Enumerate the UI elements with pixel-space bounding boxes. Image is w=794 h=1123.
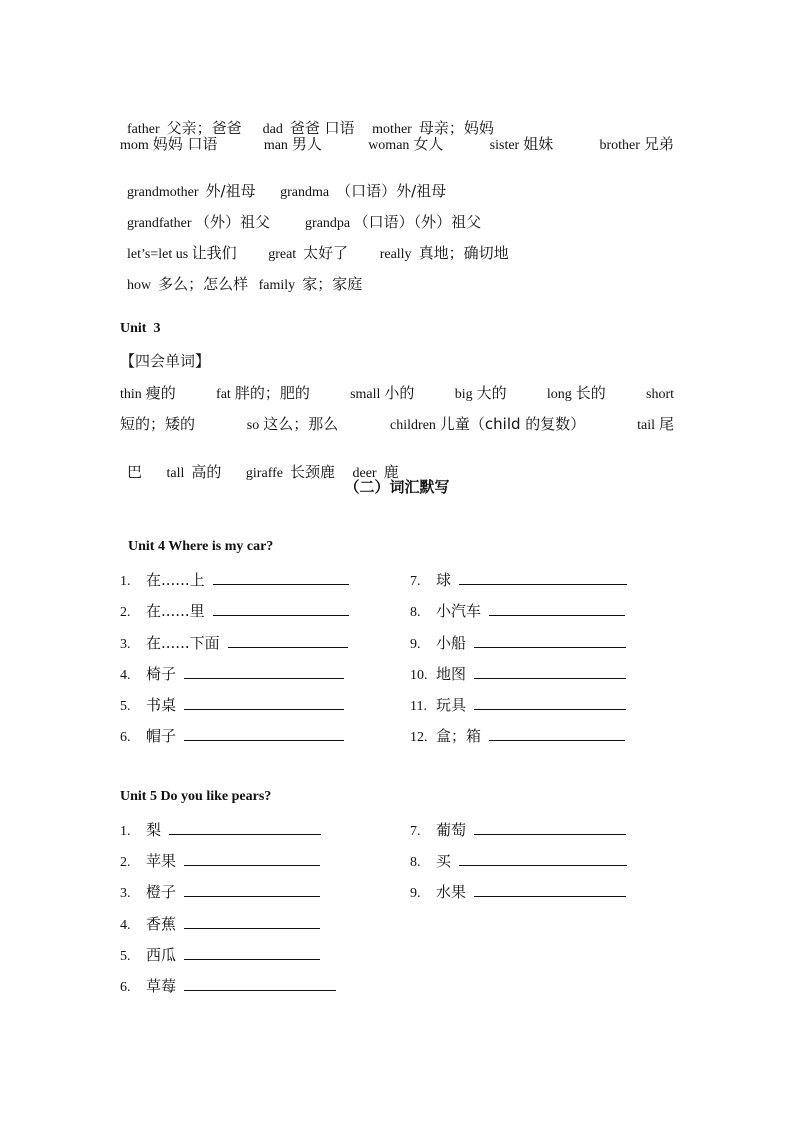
answer-blank[interactable] [474,633,626,648]
vocab-en: how [127,278,152,293]
vocab-cn: 多么；怎么样 [158,275,249,293]
vocab-en: sister [489,138,520,153]
answer-blank[interactable] [184,882,320,897]
vocab-cn: 太好了 [303,244,349,262]
vocab-en: short [646,387,674,402]
unit4-item-11 [410,694,626,715]
vocab-en: deer [352,466,377,481]
vocab-cn: （外）祖父 [195,213,271,231]
vocab-cn: 大的 [476,384,507,402]
item-number: 1. [120,824,131,839]
item-number: 3. [120,886,131,901]
unit4-item-10 [410,663,626,684]
vocab-en: man [263,138,288,153]
unit5-item-6 [120,975,336,996]
answer-blank[interactable] [459,851,627,866]
item-word: 小汽车 [436,602,482,620]
answer-blank[interactable] [474,820,626,835]
item-number: 7. [410,574,421,589]
item-word: 水果 [436,883,467,901]
item-number: 2. [120,855,131,870]
item-number: 10. [410,668,428,683]
answer-blank[interactable] [213,601,349,616]
item-word: 椅子 [146,665,177,683]
item-number: 1. [120,574,131,589]
item-word: 买 [436,852,452,870]
item-number: 4. [120,668,131,683]
vocab-cn: 外/祖母 [205,182,256,200]
answer-blank[interactable] [184,726,344,741]
item-number: 11. [410,699,427,714]
answer-blank[interactable] [184,851,320,866]
item-number: 9. [410,637,421,652]
unit5-item-8 [410,850,627,871]
item-number: 2. [120,605,131,620]
item-word: 在......里 [146,602,205,620]
item-word: 西瓜 [146,946,177,964]
unit4-item-4 [120,663,344,684]
unit5-item-3 [120,881,320,902]
answer-blank[interactable] [489,726,625,741]
answer-blank[interactable] [184,664,344,679]
vocab-en: grandpa [305,216,351,231]
vocab-cn: 儿童（child 的复数） [439,415,586,433]
item-word: 帽子 [146,727,177,745]
answer-blank[interactable] [228,633,348,648]
item-word: 盒；箱 [436,727,482,745]
vocab-cn: 让我们 [191,244,237,262]
item-word: 地图 [436,665,467,683]
vocab-cn: （口语）（外）祖父 [353,213,482,231]
vocab-en: dad [262,122,283,137]
vocab-cn: 胖的；肥的 [234,384,310,402]
vocab-cn: 尾 [658,415,674,433]
vocab-en: children [390,418,436,433]
vocab-cn: 高的 [191,463,222,481]
item-word: 书桌 [146,696,177,714]
unit4-item-12 [410,725,625,746]
vocab-cn: 爸爸 口语 [289,119,355,137]
vocab-en: woman [368,138,410,153]
answer-blank[interactable] [184,945,320,960]
item-number: 7. [410,824,421,839]
answer-blank[interactable] [459,570,627,585]
item-word: 小船 [436,634,467,652]
vocab-line-2 [120,133,674,154]
vocab-cn: 长的 [575,384,606,402]
vocab-en: mom [120,138,149,153]
vocab-cn: 短的；矮的 [120,415,196,433]
item-number: 8. [410,605,421,620]
vocab-cn: 父亲；爸爸 [166,119,242,137]
vocab-en: long [546,387,572,402]
answer-blank[interactable] [184,976,336,991]
unit4-item-5 [120,694,344,715]
unit3-title: Unit 3 [120,321,161,336]
item-word: 橙子 [146,883,177,901]
vocab-en: grandfather [127,216,192,231]
vocab-cn: 妈妈 口语 [152,135,218,153]
vocab-cn: 男人 [291,135,322,153]
answer-blank[interactable] [474,882,626,897]
answer-blank[interactable] [169,820,321,835]
vocab-en: mother [372,122,412,137]
item-word: 球 [436,571,452,589]
item-number: 6. [120,730,131,745]
vocab-en: grandmother [127,185,199,200]
item-word: 苹果 [146,852,177,870]
vocab-en: so [246,418,260,433]
vocab-en: father [127,122,160,137]
section-title: （二）词汇默写 [344,478,450,496]
vocab-cn: 这么；那么 [263,415,339,433]
vocab-en: let’s=let us [127,247,189,262]
unit4-item-6 [120,725,344,746]
unit5-item-4 [120,913,320,934]
vocab-cn: 姐妹 [523,135,554,153]
unit4-item-3 [120,632,348,653]
vocab-en: brother [599,138,640,153]
vocab-en: great [268,247,297,262]
item-word: 葡萄 [436,821,467,839]
item-number: 6. [120,980,131,995]
vocab-cn: （口语）外/祖母 [336,182,447,200]
answer-blank[interactable] [489,601,625,616]
item-number: 12. [410,730,428,745]
vocab-en: small [350,387,381,402]
unit4-item-9 [410,632,626,653]
vocab-cn: 母亲；妈妈 [418,119,494,137]
answer-blank[interactable] [184,695,344,710]
item-word: 玩具 [436,696,467,714]
vocab-cn: 兄弟 [643,135,674,153]
answer-blank[interactable] [474,695,626,710]
unit3-line-1 [120,382,674,403]
item-word: 在......下面 [146,634,220,652]
unit3-subtitle: 【四会单词】 [120,352,211,370]
vocab-en: tall [166,466,185,481]
vocab-cn: 瘦的 [145,384,176,402]
vocab-cn: 家；家庭 [302,275,363,293]
item-number: 9. [410,886,421,901]
item-number: 3. [120,637,131,652]
vocab-cn: 巴 [127,463,143,481]
answer-blank[interactable] [474,664,626,679]
vocab-en: really [379,247,412,262]
vocab-en: big [454,387,473,402]
item-word: 在......上 [146,571,205,589]
item-word: 梨 [146,821,162,839]
vocab-cn: 长颈鹿 [289,463,335,481]
vocab-cn: 真地；确切地 [418,244,509,262]
vocab-en: giraffe [245,466,283,481]
answer-blank[interactable] [213,570,349,585]
unit5-title: Unit 5 Do you like pears? [120,789,272,804]
answer-blank[interactable] [184,914,320,929]
vocab-en: thin [120,387,142,402]
item-number: 5. [120,699,131,714]
unit4-item-7 [410,569,627,590]
item-number: 8. [410,855,421,870]
unit5-item-7 [410,819,626,840]
item-number: 4. [120,918,131,933]
vocab-line-6 [120,257,362,294]
unit5-item-5 [120,944,320,965]
unit5-item-2 [120,850,320,871]
unit5-item-9 [410,881,626,902]
unit4-title: Unit 4 Where is my car? [128,539,274,554]
vocab-en: grandma [280,185,330,200]
item-word: 香蕉 [146,915,177,933]
unit3-line-2 [120,413,674,434]
item-word: 草莓 [146,977,177,995]
vocab-en: fat [216,387,231,402]
vocab-en: family [258,278,296,293]
unit4-item-8 [410,600,625,621]
unit4-item-1 [120,569,349,590]
unit4-item-2 [120,600,349,621]
vocab-cn: 女人 [413,135,444,153]
vocab-cn: 鹿 [383,463,399,481]
item-number: 5. [120,949,131,964]
vocab-cn: 小的 [384,384,415,402]
unit5-item-1 [120,819,321,840]
vocab-en: tail [637,418,655,433]
